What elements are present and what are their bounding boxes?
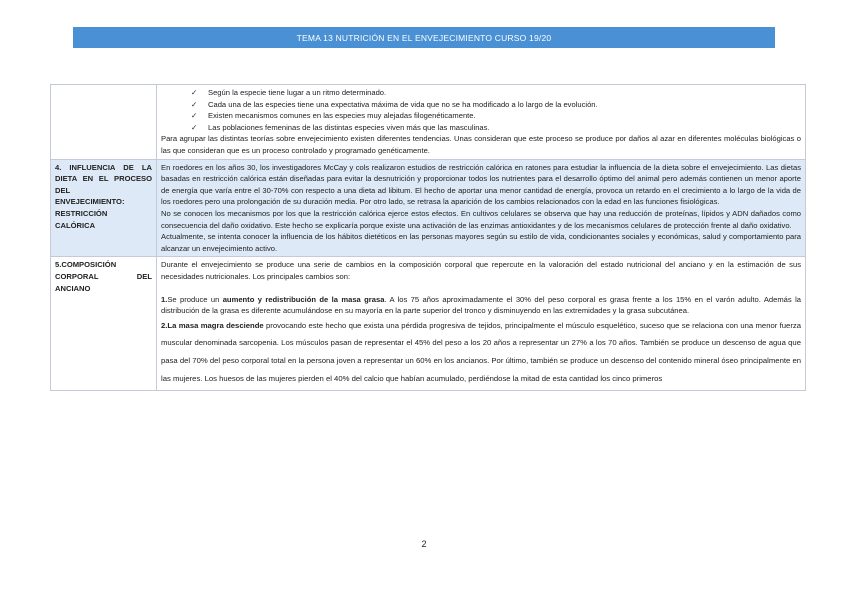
item-2-paragraph: 2.La masa magra desciende provocando este hecho que exista una pérdida progresiva de tejidos, principalmente el músculo esquelético, suceso que se relaciona con una menor fuerza muscular denominada sarcopenia. Los músculos pasan de representar el 45% del peso a los 20 años a representar un 27% a los 70 años. También se produce un descenso de agua que pasa del 70% del peso corporal total en la persona joven a representar un 60% en los ancianos. Por último, también se produce un descenso del contenido mineral óseo principalmente en las mujeres. Los huesos de las mujeres pierden el 40% del calcio que habían acumulado, perdiéndose la mitad de esta cantidad los cinco primeros — [161, 320, 802, 384]
list-item: ✓ Según la especie tiene lugar a un ritmo determinado. — [191, 88, 387, 97]
section-4-content — [157, 159, 806, 257]
row1-content-cell — [157, 85, 806, 160]
content-table — [50, 84, 806, 391]
section-5-label: 5.COMPOSICIÓN CORPORAL DEL ANCIANO — [51, 257, 157, 391]
list-item: ✓ Cada una de las especies tiene una expectativa máxima de vida que no se ha modificado a lo largo de la evolución. — [191, 99, 598, 109]
check-icon: ✓ — [191, 122, 198, 132]
section-5-intro: Durante el envejecimiento se produce una serie de cambios en la composición corporal que repercute en la valoración del estado nutricional del anciano y en la estimación de sus necesidades nutricionales. Los principales cambios son: — [161, 260, 801, 281]
item-1-paragraph: 1.Se produce un aumento y redistribución de la masa grasa. A los 75 años aproximadamente el 30% del peso corporal es grasa frente a los 15% en el varón adulto. Además la distribución de la grasa es diferente acumulándose en su mayoría en la parte superior del tronco y disminuyendo en las extremidades y la grasa subcutánea. — [161, 294, 801, 316]
table-row — [51, 159, 806, 257]
row1-label-cell — [51, 85, 157, 160]
check-icon: ✓ — [191, 99, 198, 109]
check-icon: ✓ — [191, 88, 198, 97]
section-4-paragraph: No se conocen los mecanismos por los que la restricción calórica ejerce estos efectos. En cultivos celulares se observa que hay una reducción de proteínas, lípidos y ADN dañados como consecuencia del daño oxidativo. Este hecho se explicaría porque existe una activación de las enzimas antioxidantes y de los mecanismos celulares de protección frente al daño oxidativo. — [161, 208, 801, 230]
theories-paragraph: Para agrupar las distintas teorías sobre envejecimiento existen diferentes tendencias. Unas consideran que este proceso se produce por daños al azar en diferentes moléculas biológicas o las que consideran que es un proceso controlado y programado genéticamente. — [161, 134, 801, 155]
page-number: 2 — [421, 539, 427, 549]
checklist — [161, 87, 801, 133]
section-4-label: 4. INFLUENCIA DE LA DIETA EN EL PROCESO DEL ENVEJECIMIENTO: RESTRICCIÓN CALÓRICA — [51, 159, 157, 257]
list-item: ✓ Las poblaciones femeninas de las distintas especies viven más que las masculinas. — [191, 122, 490, 132]
section-5-content — [157, 257, 806, 391]
table-row — [51, 257, 806, 391]
header-title: TEMA 13 NUTRICIÓN EN EL ENVEJECIMIENTO CURSO 19/20 — [296, 32, 552, 43]
header-bar — [73, 27, 775, 48]
section-4-paragraph: Actualmente, se intenta conocer la influencia de los hábitos dietéticos en las personas mayores según su estilo de vida, condicionantes sociales y económicas, salud y comportamiento para alcanzar un envejecimiento activo. — [161, 232, 801, 253]
list-item: ✓ Existen mecanismos comunes en las especies muy alejadas filogenéticamente. — [191, 111, 476, 121]
check-icon: ✓ — [191, 111, 198, 121]
table-row — [51, 85, 806, 160]
section-4-paragraph: En roedores en los años 30, los investigadores McCay y cols realizaron estudios de restricción calórica en ratones para estudiar la influencia de la dieta sobre el envejecimiento. Las dietas basadas en restricción calórica están diseñadas para evitar la desnutrición y proporcionar todos los nutrientes para el desarrollo óptimo del animal pero además contienen un menor aporte de energía que varía entre el 30-70% con respecto a una dieta ad libitum. El hecho de aportar una menor cantidad de energía, provoca un retardo en el crecimiento a lo largo de la vida de los roedores pero una prolongación de su duración media. Por otro lado, se retrasa la aparición de los cambios relacionados con la edad en las funciones fisiológicas. — [161, 162, 801, 207]
